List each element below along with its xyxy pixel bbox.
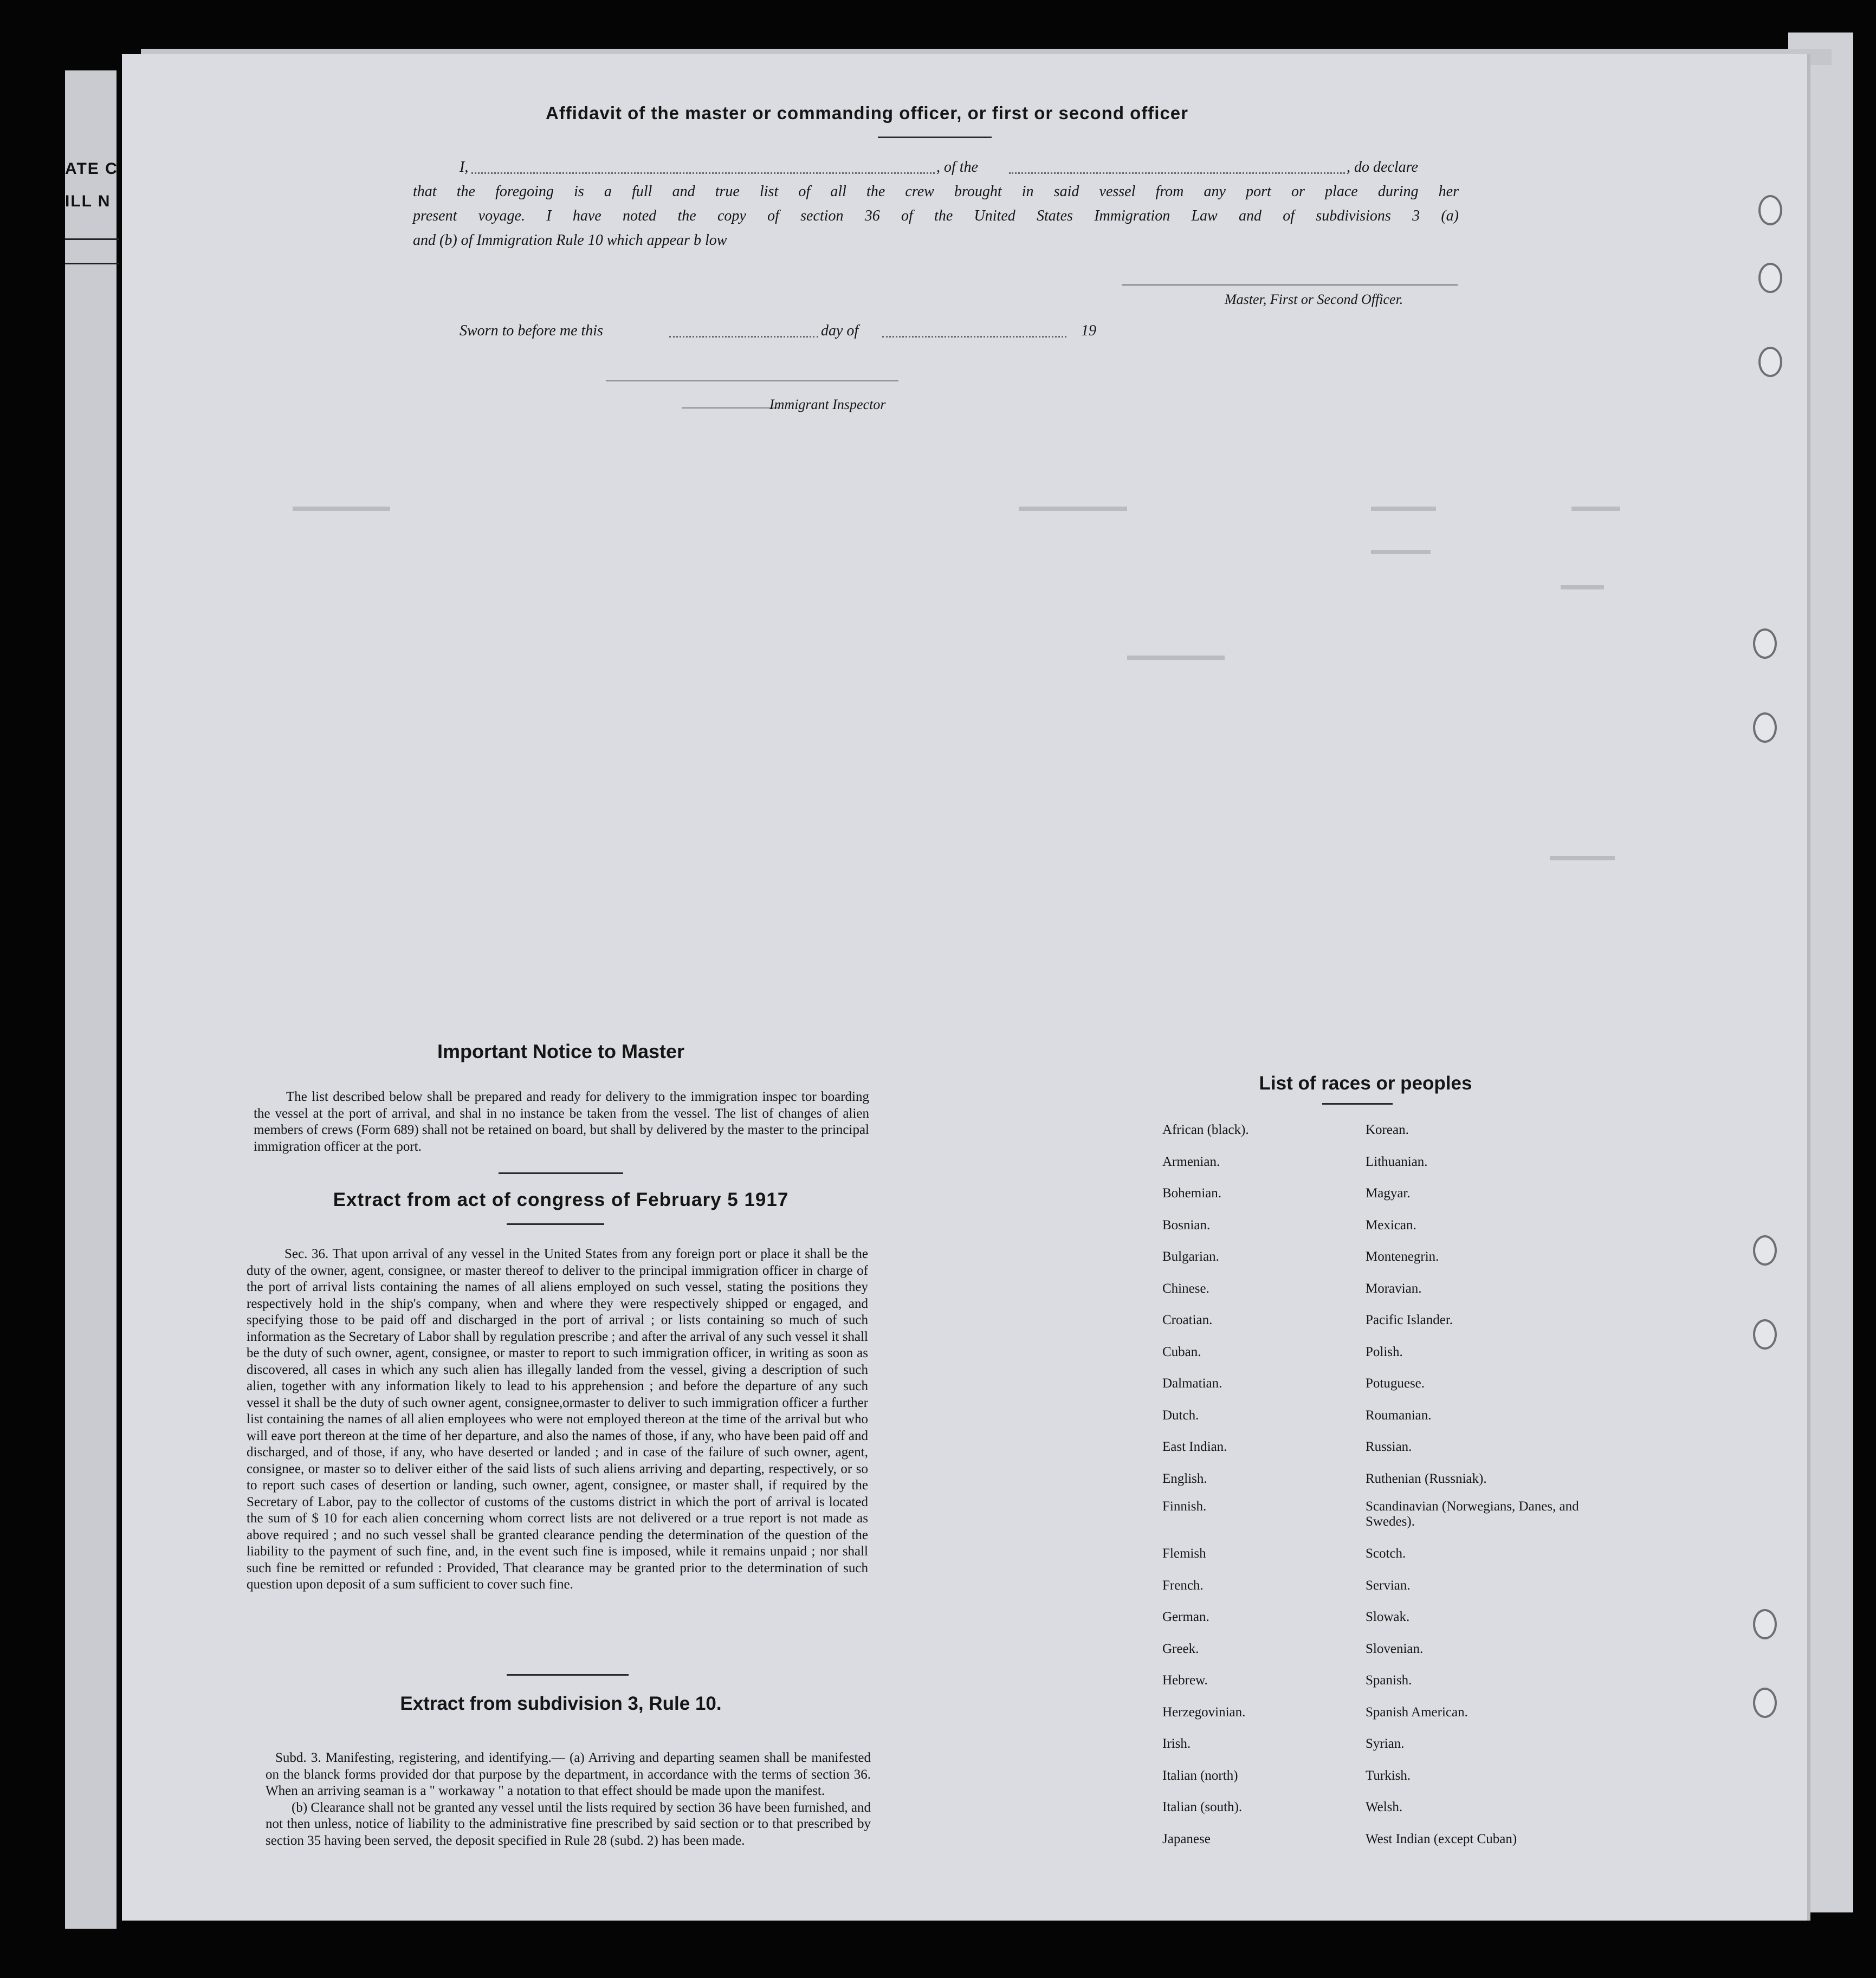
race-item: Mexican. xyxy=(1366,1217,1416,1233)
race-item: Italian (south). xyxy=(1162,1800,1243,1814)
extract-act-divider xyxy=(507,1674,629,1676)
affidavit-do-declare: , do declare xyxy=(1347,159,1418,176)
race-item: Scandinavian (Norwegians, Danes, and Swedes). xyxy=(1366,1499,1579,1529)
bleed-through-mark xyxy=(1561,585,1604,589)
affidavit-line-3: present voyage. I have noted the copy of section 36 of the United States Immigration Law and of subdivisions 3 (a) xyxy=(413,207,1459,224)
title-underline xyxy=(878,137,992,138)
signature-caption: Master, First or Second Officer. xyxy=(1225,291,1403,307)
inspector-signature-line xyxy=(606,380,898,381)
punch-hole xyxy=(1753,712,1777,743)
left-binding-strip xyxy=(65,70,117,1929)
race-item: Chinese. xyxy=(1162,1281,1209,1296)
race-item: Irish. xyxy=(1162,1736,1191,1751)
race-item: Roumanian. xyxy=(1366,1408,1432,1423)
extract-act-text: Sec. 36. That upon arrival of any vessel in the United States from any foreign port or place it shall be the duty of the owner, agent, consignee, or master thereof to deliver to the principal immigration officer in charge of the port of arrival lists containing the names of all aliens employed on such vessel, stating the positions they respectively hold in the ship's company, when and where they were respectively shipped or engaged, and specifying those to be paid off and discharged in the port of arrival ; or lists containing so much of such information as the Secretary of Labor shall by regulation prescribe ; and after the arrival of any such vessel it shall be the duty of such owner, agent, consignee, or master to report to such immigration officer, in writing as soon as discovered, all cases in which any such alien has illegally landed from the vessel, giving a description of such alien, together with any information likely to lead to his apprehension ; and before the departure of any such vessel it shall be the duty of such owner agent, consignee,ormaster to deliver to such immigration officer a further list containing the names of all alien employees who were not employed thereon at the time of the arrival but who will eave port thereon at the time of her departure, and also the names of those, if any, who have been paid off and discharged, and of those, if any, who have deserted or landed ; and in case of the failure of such owner, agent, consignee, or master so to deliver either of the said lists of such aliens arriving and departing, respectively, or so to report such cases of desertion or landing, such owner, agent, consignee, or master shall, if required by the Secretary of Labor, pay to the collector of customs of the customs district in which the port of arrival is located the sum of $ 10 for each alien concerning whom correct lists are not delivered or a true report is not made as above required ; and no such vessel shall be granted clearance pending the determination of the question of the liability to the payment of such fine, and, in the event such fine is imposed, while it remains unpaid ; nor shall such fine be remitted or refunded : Provided, That clearance may be granted prior to the determination of such question upon deposit of a sum sufficient to cover such fine. xyxy=(247,1247,868,1592)
race-item: Bulgarian. xyxy=(1162,1249,1219,1264)
inspector-short-line xyxy=(682,407,779,408)
vessel-field-line xyxy=(1009,172,1345,174)
race-item: Spanish. xyxy=(1366,1673,1412,1688)
notice-title: Important Notice to Master xyxy=(437,1040,685,1062)
bleed-through-mark xyxy=(1371,507,1436,511)
race-item: French. xyxy=(1162,1578,1204,1593)
race-item: Pacific Islander. xyxy=(1366,1313,1453,1327)
punch-hole xyxy=(1753,628,1777,659)
bleed-through-mark xyxy=(1550,856,1615,860)
race-item: Slovenian. xyxy=(1366,1641,1424,1656)
race-item: Dutch. xyxy=(1162,1408,1199,1423)
race-item: Montenegrin. xyxy=(1366,1249,1439,1264)
race-item: Bohemian. xyxy=(1162,1186,1222,1201)
notice-text: The list described below shall be prepared and ready for delivery to the immigration inspec tor boarding the vessel at the port of arrival, and shal in no instance be taken from the vessel. The list of changes of alien members of crews (Form 689) shall not be retained on board, but shall by delivered by the master to the principal immigration officer at the port. xyxy=(254,1089,869,1154)
day-of-label: day of xyxy=(821,322,859,339)
notice-divider xyxy=(499,1172,623,1174)
race-item: Slowak. xyxy=(1366,1610,1410,1624)
affidavit-line-2: that the foregoing is a full and true list of all the crew brought in said vessel from any port or place during her xyxy=(413,183,1459,200)
race-item: Japanese xyxy=(1162,1831,1211,1846)
affidavit-i-label: I, xyxy=(460,159,469,176)
race-item: Dalmatian. xyxy=(1162,1376,1222,1391)
extract-rule-title: Extract from subdivision 3, Rule 10. xyxy=(400,1693,722,1714)
race-item: Hebrew. xyxy=(1162,1673,1208,1688)
name-field-line xyxy=(471,172,935,174)
race-item: Armenian. xyxy=(1162,1154,1220,1169)
punch-hole xyxy=(1753,1609,1777,1639)
races-column-1 xyxy=(1162,1114,1341,1855)
race-item: Cuban. xyxy=(1162,1344,1201,1359)
affidavit-of-the: , of the xyxy=(936,159,978,176)
race-item: Scotch. xyxy=(1366,1546,1406,1561)
race-item: Magyar. xyxy=(1366,1186,1411,1201)
bleed-through-mark xyxy=(1371,550,1431,554)
rule-paragraph-b: (b) Clearance shall not be granted any vessel until the lists required by section 36 have been furnished, and not then unless, notice of liability to the administrative fine prescribed by said section or to that prescribed by section 35 having been served, the deposit specified in Rule 28 (subd. 2) has been made. xyxy=(266,1800,871,1848)
race-item: Italian (north) xyxy=(1162,1768,1238,1783)
race-item: Servian. xyxy=(1366,1578,1411,1593)
month-field-line xyxy=(882,336,1066,338)
signature-line xyxy=(1122,284,1458,286)
strip-text-1: ATE C xyxy=(65,160,118,178)
race-item: Syrian. xyxy=(1366,1736,1405,1751)
day-field-line xyxy=(669,336,818,338)
race-item: African (black). xyxy=(1162,1123,1249,1137)
race-item: Greek. xyxy=(1162,1641,1199,1656)
race-item: Herzegovinian. xyxy=(1162,1704,1246,1720)
year-label: 19 xyxy=(1081,322,1096,339)
sworn-label: Sworn to before me this xyxy=(460,322,603,339)
race-item: Welsh. xyxy=(1366,1800,1403,1814)
punch-hole xyxy=(1758,347,1782,377)
race-item: Moravian. xyxy=(1366,1281,1422,1296)
strip-rule xyxy=(65,263,119,264)
race-item: Finnish. xyxy=(1162,1499,1207,1514)
bleed-through-mark xyxy=(1127,656,1225,660)
inspector-caption: Immigrant Inspector xyxy=(769,397,886,412)
punch-hole xyxy=(1753,1235,1777,1266)
extract-rule-text xyxy=(266,1750,871,1849)
race-item: Flemish xyxy=(1162,1546,1206,1561)
race-item: Turkish. xyxy=(1366,1768,1411,1783)
affidavit-line-4: and (b) of Immigration Rule 10 which appear b low xyxy=(413,232,727,249)
extract-act-title: Extract from act of congress of February 5 1917 xyxy=(333,1189,789,1210)
punch-hole xyxy=(1758,195,1782,225)
affidavit-title: Affidavit of the master or commanding officer, or first or second officer xyxy=(545,103,1188,123)
strip-text-2: ILL N xyxy=(65,192,111,210)
bleed-through-mark xyxy=(1571,507,1620,511)
race-item: German. xyxy=(1162,1610,1209,1624)
race-item: Bosnian. xyxy=(1162,1217,1211,1233)
punch-hole xyxy=(1758,263,1782,293)
rule-paragraph-a: Subd. 3. Manifesting, registering, and identifying.— (a) Arriving and departing seamen shall be manifested on the blanck forms provided dor that purpose by the department, in accordance with the terms of section 36. When an arriving seaman is a " workaway " a notation to that effect should be made upon the manifest. xyxy=(266,1750,871,1798)
bleed-through-mark xyxy=(1019,507,1127,511)
race-item: Potuguese. xyxy=(1366,1376,1425,1391)
race-item: Ruthenian (Russniak). xyxy=(1366,1471,1487,1486)
extract-act-underline xyxy=(507,1223,604,1225)
race-item: Lithuanian. xyxy=(1366,1154,1428,1169)
race-item: East Indian. xyxy=(1162,1439,1227,1454)
race-item: Spanish American. xyxy=(1366,1704,1468,1720)
punch-hole xyxy=(1753,1688,1777,1718)
race-item: Russian. xyxy=(1366,1439,1412,1454)
races-column-2 xyxy=(1366,1114,1599,1855)
strip-rule xyxy=(65,238,119,240)
race-item: Croatian. xyxy=(1162,1313,1213,1327)
race-item: English. xyxy=(1162,1471,1207,1486)
race-item: West Indian (except Cuban) xyxy=(1366,1831,1517,1846)
races-underline xyxy=(1322,1103,1393,1105)
races-title: List of races or peoples xyxy=(1259,1073,1472,1094)
race-item: Polish. xyxy=(1366,1344,1403,1359)
punch-hole xyxy=(1753,1319,1777,1350)
bleed-through-mark xyxy=(293,507,390,511)
race-item: Korean. xyxy=(1366,1123,1409,1137)
